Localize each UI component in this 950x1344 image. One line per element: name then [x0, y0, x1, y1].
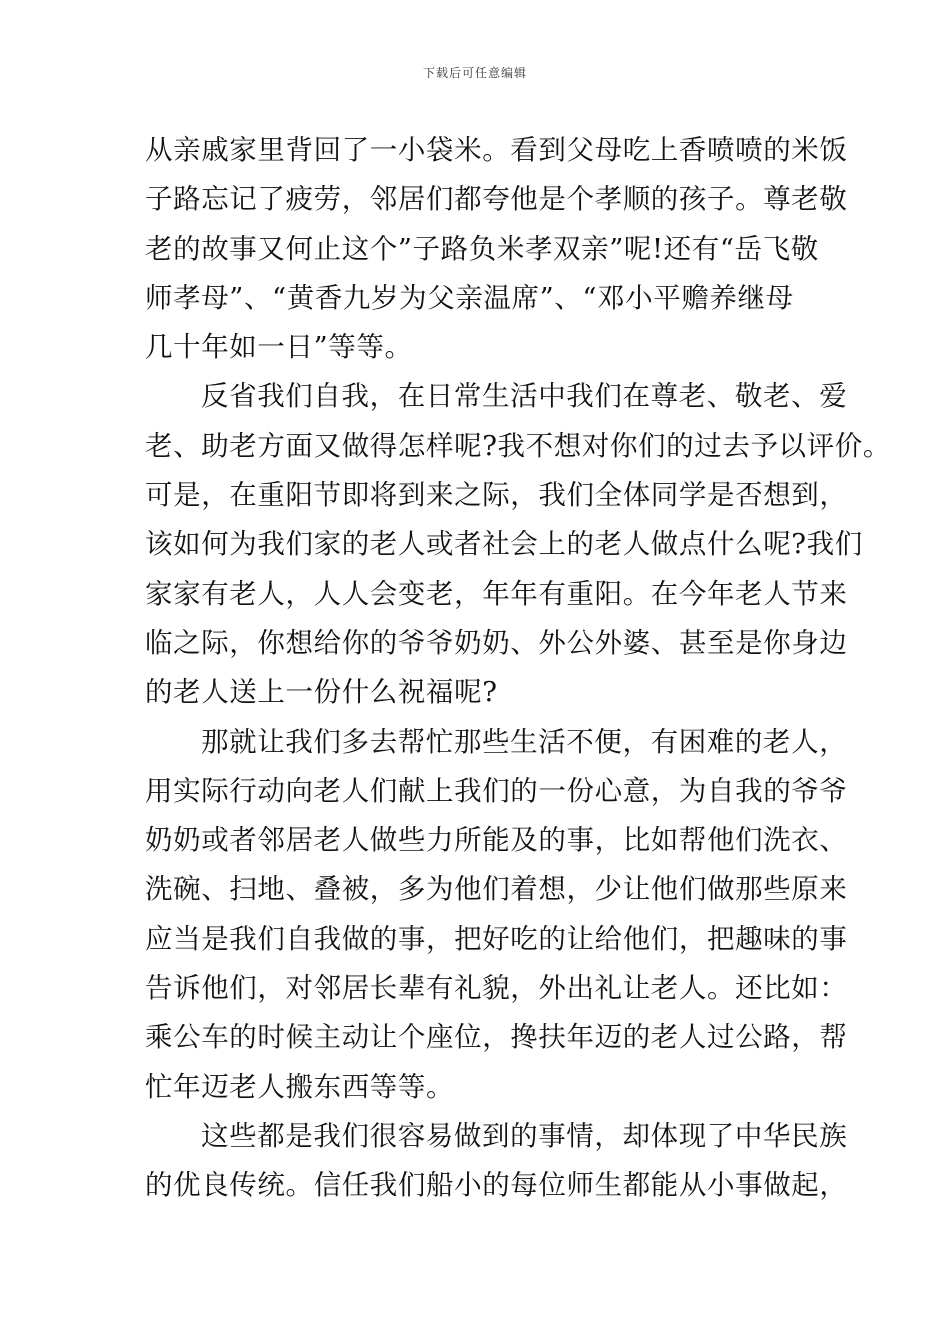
text-line: 告诉他们，对邻居长辈有礼貌，外出礼让老人。还比如：: [145, 972, 848, 1005]
text-line: 的优良传统。信任我们船小的每位师生都能从小事做起，: [145, 1169, 848, 1202]
text-line: 那就让我们多去帮忙那些生活不便，有困难的老人，: [201, 725, 848, 758]
text-line: 反省我们自我，在日常生活中我们在尊老、敬老、爱: [201, 380, 848, 413]
text-line: 子路忘记了疲劳，邻居们都夸他是个孝顺的孩子。尊老敬: [145, 183, 848, 216]
text-line: 师孝母”、“黄香九岁为父亲温席”、“邓小平赡养继母: [145, 281, 794, 314]
text-line: 应当是我们自我做的事，把好吃的让给他们，把趣味的事: [145, 922, 848, 955]
text-line: 忙年迈老人搬东西等等。: [145, 1070, 455, 1103]
text-line: 奶奶或者邻居老人做些力所能及的事，比如帮他们洗衣、: [145, 824, 848, 857]
text-line: 这些都是我们很容易做到的事情，却体现了中华民族: [201, 1119, 848, 1152]
document-body: [145, 126, 891, 1211]
text-line: 可是，在重阳节即将到来之际，我们全体同学是否想到，: [145, 479, 848, 512]
text-line: 该如何为我们家的老人或者社会上的老人做点什么呢?我们: [145, 528, 863, 561]
text-line: 从亲戚家里背回了一小袋米。看到父母吃上香喷喷的米饭: [145, 134, 848, 166]
text-line: 老、助老方面又做得怎样呢?我不想对你们的过去予以评价。: [145, 429, 891, 462]
text-line: 家家有老人，人人会变老，年年有重阳。在今年老人节来: [145, 577, 848, 610]
text-line: 几十年如一日”等等。: [145, 331, 413, 364]
page-header: 下载后可任意编辑: [422, 66, 527, 80]
text-line: 乘公车的时候主动让个座位，搀扶年迈的老人过公路，帮: [145, 1021, 848, 1054]
text-line: 洗碗、扫地、叠被，多为他们着想，少让他们做那些原来: [145, 873, 848, 906]
text-line: 老的故事又何止这个”子路负米孝双亲”呢!还有“岳飞敬: [145, 232, 819, 265]
text-line: 的老人送上一份什么祝福呢?: [145, 676, 498, 709]
text-line: 用实际行动向老人们献上我们的一份心意，为自我的爷爷: [145, 774, 848, 807]
text-line: 临之际，你想给你的爷爷奶奶、外公外婆、甚至是你身边: [145, 626, 848, 659]
